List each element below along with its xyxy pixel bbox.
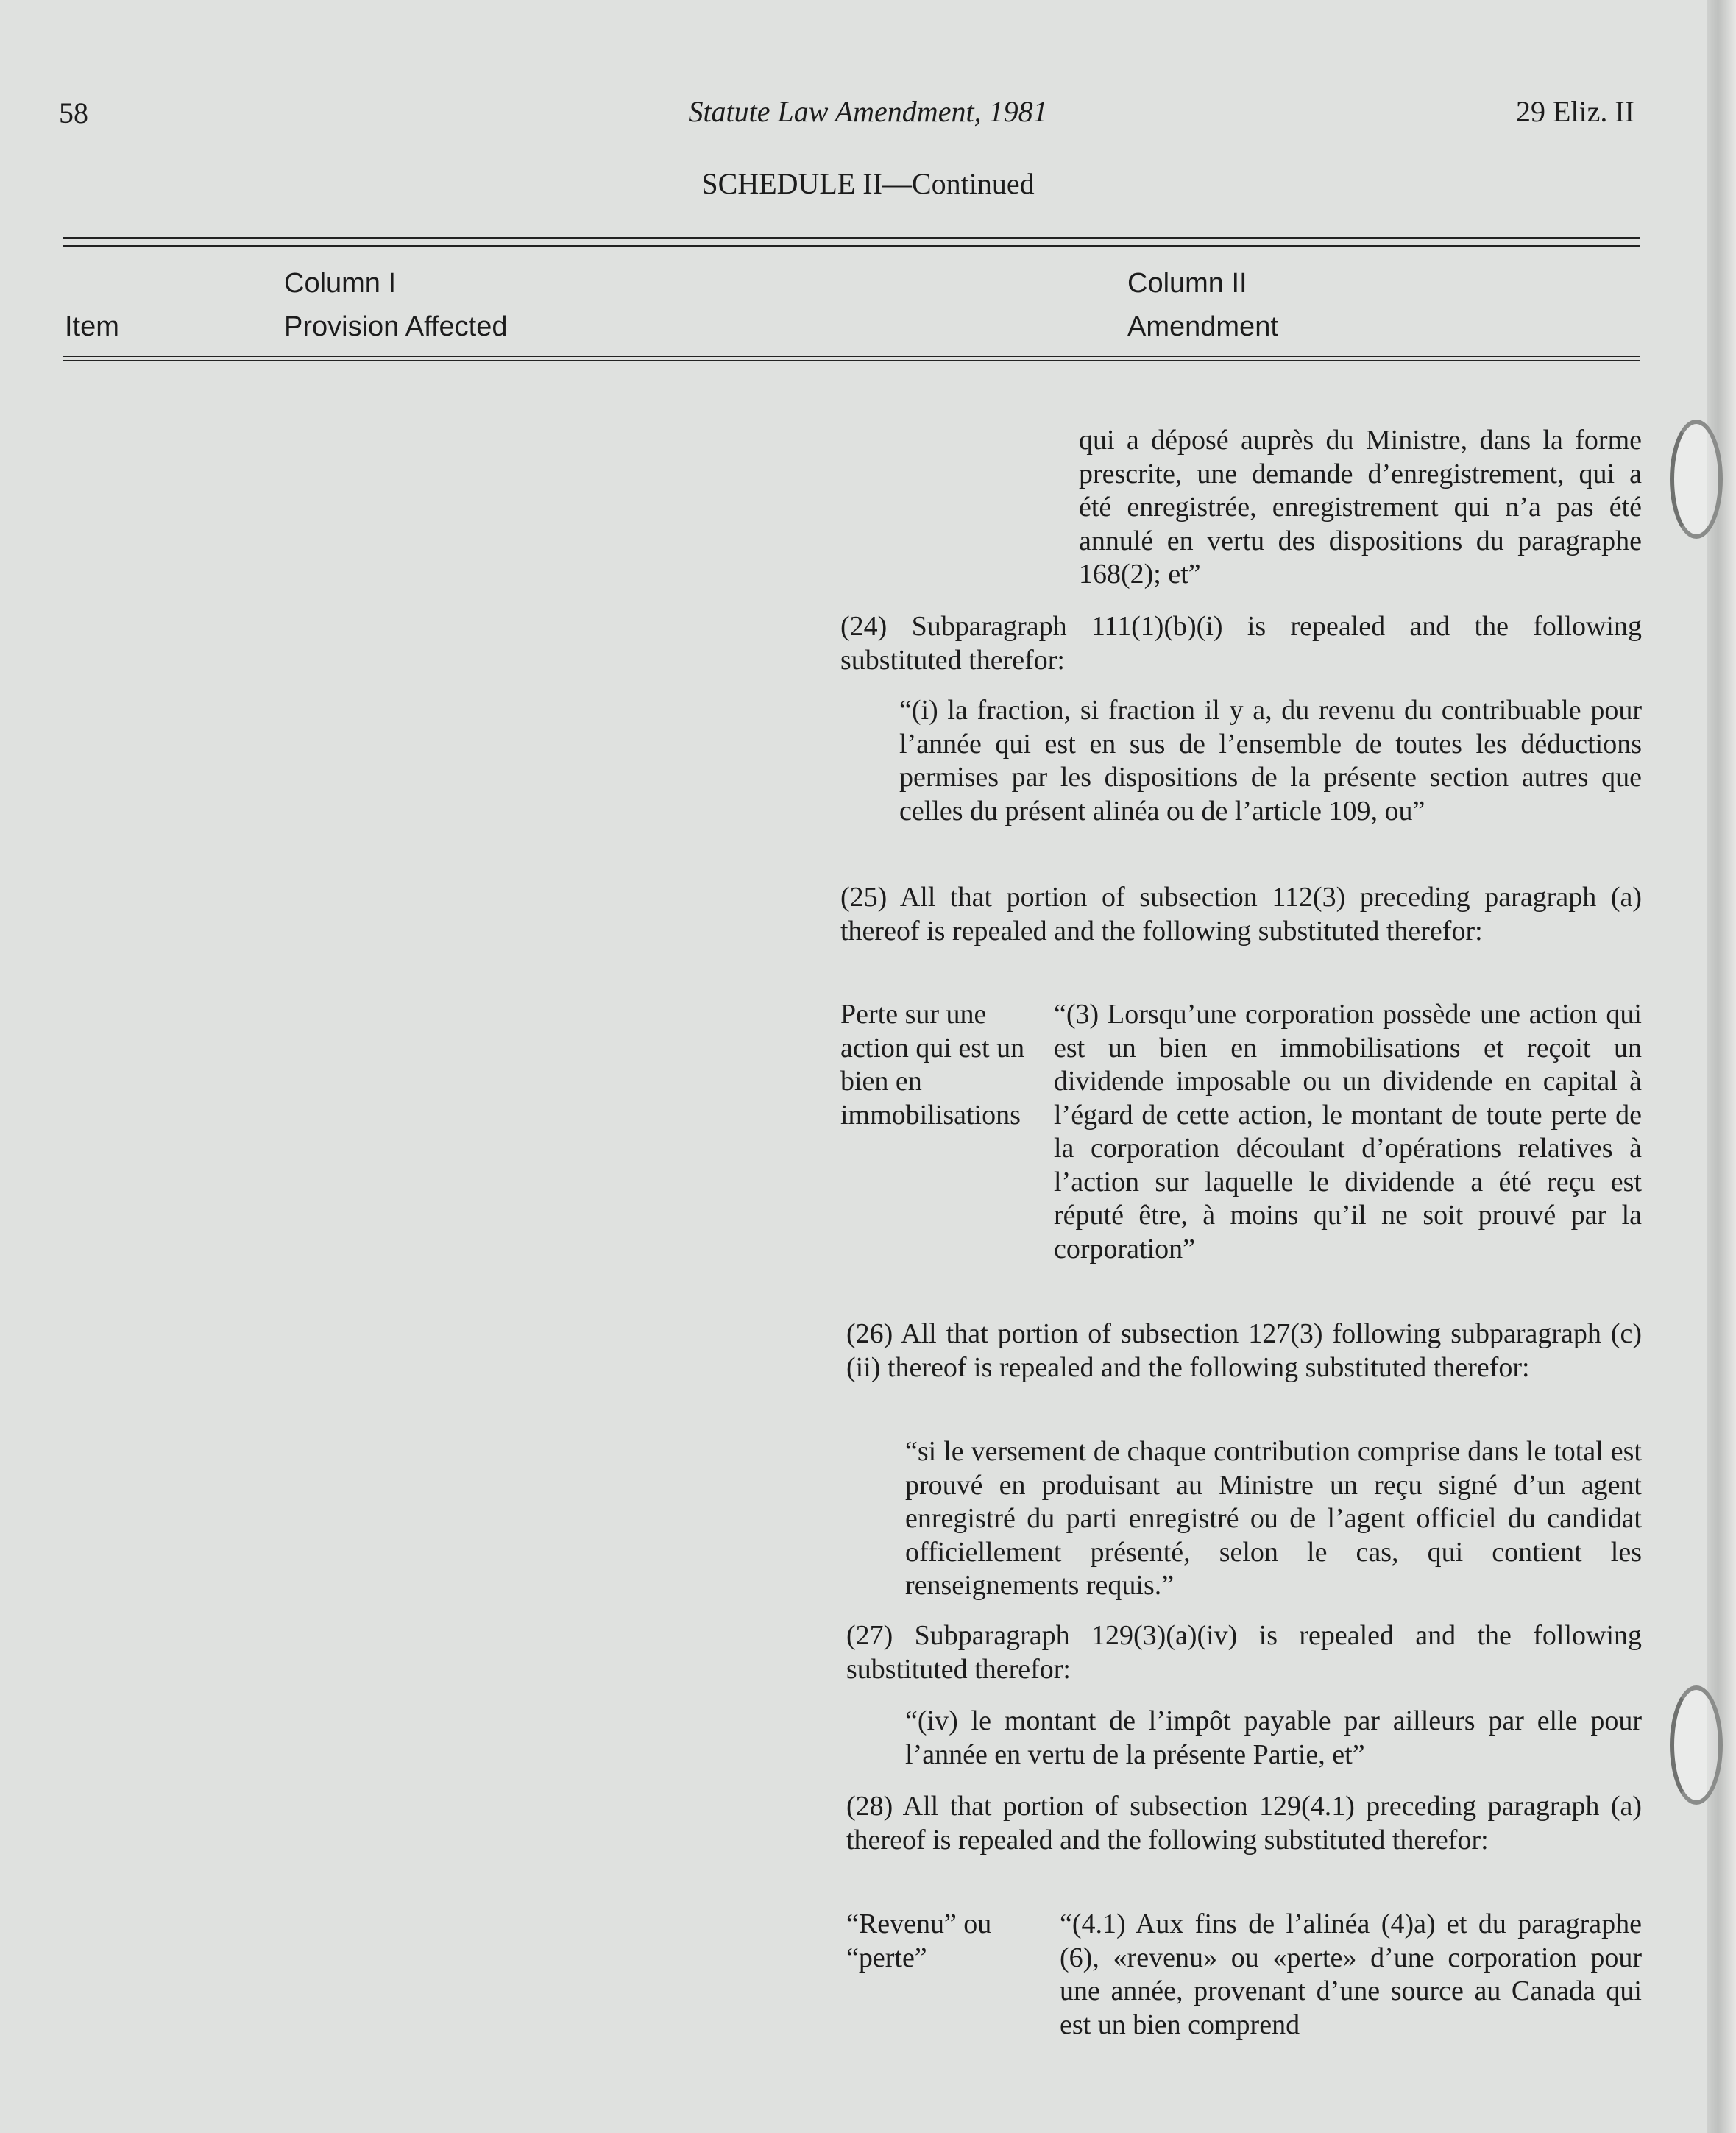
amendment-27: (27) Subparagraph 129(3)(a)(iv) is repealed and the following substituted therefor: <box>846 1620 1642 1685</box>
amendment-28: (28) All that portion of subsection 129(4.1) preceding paragraph (a) thereof is repealed and the following substituted therefor: <box>846 1791 1642 1856</box>
amendment-24: (24) Subparagraph 111(1)(b)(i) is repealed and the following substituted therefor: <box>840 611 1642 676</box>
marginal-note-25: Perte sur une action qui est un bien en immobilisations <box>840 999 1025 1131</box>
item-header: Item <box>65 311 119 342</box>
regnal-year: 29 Eliz. II <box>1515 95 1634 128</box>
binder-ring-bottom <box>1670 1685 1723 1805</box>
quote-26: “si le versement de chaque contribution comprise dans le total est prouvé en produisant au Ministre un reçu signé d’un agent enregistré du parti enregistré ou de l’agent officiel du candidat officiellement présenté, selon le cas, qui contient les renseignements requis.” <box>905 1436 1642 1601</box>
quote-27: “(iv) le montant de l’impôt payable par ailleurs par elle pour l’année en vertu de la présente Partie, et” <box>905 1705 1642 1770</box>
bottom-rule-1 <box>63 356 1640 357</box>
quote-24: “(i) la fraction, si fraction il y a, du revenu du contribuable pour l’année qui est en sus de l’ensemble de toutes les déductions permises par les dispositions de la présente section autres que celles du présent alinéa ou de l’article 109, ou” <box>899 695 1642 827</box>
top-rule-2 <box>63 245 1640 247</box>
amendment-25: (25) All that portion of subsection 112(3) preceding paragraph (a) thereof is repealed and the following substituted therefor: <box>840 882 1642 947</box>
marginal-note-28: “Revenu” ou “perte” <box>846 1909 992 1973</box>
column-1-title: Column I <box>284 268 397 299</box>
column-1-subtitle: Provision Affected <box>284 311 508 342</box>
column-2-subtitle: Amendment <box>1127 311 1278 342</box>
continuation-paragraph: qui a déposé auprès du Ministre, dans la forme prescrite, une demande d’enregistrement, qui a été enregistrée, enregistrement qui n’a pas été annulé en vertu des dispositions du paragraphe 168(2); et” <box>1079 425 1642 590</box>
schedule-title: SCHEDULE II—Continued <box>701 167 1035 200</box>
page-number: 58 <box>59 96 88 130</box>
top-rule-1 <box>63 237 1640 239</box>
bottom-rule-2 <box>63 360 1640 361</box>
quote-28: “(4.1) Aux fins de l’alinéa (4)a) et du paragraphe (6), «revenu» ou «perte» d’une corporation pour une année, provenant d’une source au Canada qui est un bien comprend <box>1060 1909 1642 2040</box>
amendment-26: (26) All that portion of subsection 127(3) following subparagraph (c)(ii) thereof is repealed and the following substituted therefor: <box>846 1318 1642 1383</box>
binder-ring-top <box>1670 420 1723 539</box>
page-edge <box>1707 0 1736 2133</box>
column-2-title: Column II <box>1127 268 1247 299</box>
quote-25: “(3) Lorsqu’une corporation possède une action qui est un bien en immobilisations et reçoit un dividende imposable ou un dividende en capital à l’égard de cette action, le montant de toute perte de la corporation découlant d’opérations relatives à l’action sur laquelle le dividende a été reçu est réputé être, à moins qu’il ne soit prouvé par la corporation” <box>1054 999 1642 1264</box>
running-title: Statute Law Amendment, 1981 <box>688 95 1048 128</box>
